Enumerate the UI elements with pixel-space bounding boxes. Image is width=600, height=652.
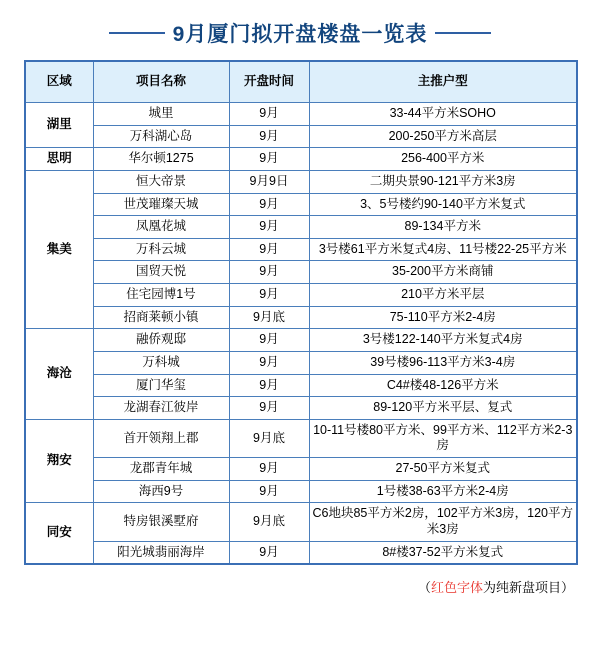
- cell-region: 集美: [25, 170, 93, 328]
- cell-unit-types: 3、5号楼约90-140平方米复式: [309, 193, 577, 216]
- table-row: [25, 374, 577, 397]
- cell-unit-types: C6地块85平方米2房，102平方米3房，120平方米3房: [309, 503, 577, 541]
- cell-project-name: 首开领翔上郡: [93, 419, 229, 457]
- cell-open-date: 9月: [229, 216, 309, 239]
- cell-open-date: 9月: [229, 238, 309, 261]
- cell-open-date: 9月: [229, 541, 309, 564]
- table-row: [25, 351, 577, 374]
- cell-project-name: 世茂璀璨天城: [93, 193, 229, 216]
- title-rule-left: [109, 32, 165, 34]
- table-header-row: [25, 61, 577, 103]
- cell-open-date: 9月底: [229, 503, 309, 541]
- cell-unit-types: 27-50平方米复式: [309, 458, 577, 481]
- footer-note-highlight: 红色字体: [430, 580, 483, 596]
- cell-region: 思明: [25, 148, 93, 171]
- cell-project-name: 招商莱顿小镇: [93, 306, 229, 329]
- cell-project-name: 海西9号: [93, 480, 229, 503]
- cell-project-name: 龙湖春江彼岸: [93, 397, 229, 420]
- footer-note: [0, 565, 600, 596]
- table-body: [25, 103, 577, 565]
- cell-project-name: 国贸天悦: [93, 261, 229, 284]
- cell-region: 海沧: [25, 329, 93, 420]
- cell-unit-types: 3号楼61平方米复式4房、11号楼22-25平方米: [309, 238, 577, 261]
- table-row: [25, 125, 577, 148]
- table-row: [25, 306, 577, 329]
- cell-unit-types: 39号楼96-113平方米3-4房: [309, 351, 577, 374]
- cell-unit-types: 89-134平方米: [309, 216, 577, 239]
- cell-unit-types: C4#楼48-126平方米: [309, 374, 577, 397]
- cell-project-name: 住宅园博1号: [93, 284, 229, 307]
- cell-unit-types: 256-400平方米: [309, 148, 577, 171]
- table-row: [25, 193, 577, 216]
- column-header-project: 项目名称: [93, 61, 229, 103]
- table-row: [25, 458, 577, 481]
- cell-project-name: 万科城: [93, 351, 229, 374]
- cell-open-date: 9月: [229, 193, 309, 216]
- cell-open-date: 9月: [229, 397, 309, 420]
- table-row: [25, 103, 577, 126]
- cell-unit-types: 二期央景90-121平方米3房: [309, 170, 577, 193]
- cell-open-date: 9月底: [229, 306, 309, 329]
- cell-project-name: 万科云城: [93, 238, 229, 261]
- cell-region: 湖里: [25, 103, 93, 148]
- cell-project-name: 融侨观邸: [93, 329, 229, 352]
- cell-unit-types: 200-250平方米高层: [309, 125, 577, 148]
- cell-unit-types: 3号楼122-140平方米复式4房: [309, 329, 577, 352]
- listings-table: [24, 60, 578, 565]
- page-title: 9月厦门拟开盘楼盘一览表: [172, 23, 428, 46]
- cell-region: 同安: [25, 503, 93, 564]
- footer-note-suffix: 为纯新盘项目）: [482, 580, 574, 596]
- cell-unit-types: 10-11号楼80平方米、99平方米、112平方米2-3房: [309, 419, 577, 457]
- table-row: [25, 284, 577, 307]
- table-row: [25, 216, 577, 239]
- column-header-unit: 主推户型: [309, 61, 577, 103]
- cell-open-date: 9月: [229, 329, 309, 352]
- cell-project-name: 特房银溪墅府: [93, 503, 229, 541]
- cell-unit-types: 35-200平方米商铺: [309, 261, 577, 284]
- table-row: [25, 170, 577, 193]
- table-row: [25, 261, 577, 284]
- table-row: [25, 238, 577, 261]
- cell-open-date: 9月: [229, 374, 309, 397]
- cell-open-date: 9月: [229, 125, 309, 148]
- cell-project-name: 凤凰花城: [93, 216, 229, 239]
- cell-open-date: 9月: [229, 261, 309, 284]
- cell-region: 翔安: [25, 419, 93, 503]
- footer-note-prefix: （: [417, 580, 431, 596]
- cell-open-date: 9月底: [229, 419, 309, 457]
- cell-open-date: 9月: [229, 103, 309, 126]
- cell-open-date: 9月: [229, 284, 309, 307]
- cell-project-name: 龙郡青年城: [93, 458, 229, 481]
- cell-unit-types: 75-110平方米2-4房: [309, 306, 577, 329]
- column-header-region: 区域: [25, 61, 93, 103]
- table-row: [25, 419, 577, 457]
- table-row: [25, 148, 577, 171]
- cell-open-date: 9月: [229, 148, 309, 171]
- cell-unit-types: 210平方米平层: [309, 284, 577, 307]
- table-head: [25, 61, 577, 103]
- title-rule-right: [435, 32, 491, 34]
- cell-unit-types: 33-44平方米SOHO: [309, 103, 577, 126]
- table-container: [0, 60, 600, 565]
- table-row: [25, 329, 577, 352]
- table-row: [25, 480, 577, 503]
- cell-open-date: 9月: [229, 458, 309, 481]
- cell-unit-types: 89-120平方米平层、复式: [309, 397, 577, 420]
- cell-project-name: 城里: [93, 103, 229, 126]
- cell-unit-types: 1号楼38-63平方米2-4房: [309, 480, 577, 503]
- cell-project-name: 厦门华玺: [93, 374, 229, 397]
- title-bar: [0, 0, 600, 60]
- cell-open-date: 9月: [229, 351, 309, 374]
- cell-project-name: 万科湖心岛: [93, 125, 229, 148]
- cell-project-name: 阳光城翡丽海岸: [93, 541, 229, 564]
- table-row: [25, 541, 577, 564]
- table-row: [25, 397, 577, 420]
- table-row: [25, 503, 577, 541]
- cell-open-date: 9月9日: [229, 170, 309, 193]
- cell-project-name: 华尔顿1275: [93, 148, 229, 171]
- cell-open-date: 9月: [229, 480, 309, 503]
- cell-unit-types: 8#楼37-52平方米复式: [309, 541, 577, 564]
- cell-project-name: 恒大帝景: [93, 170, 229, 193]
- column-header-date: 开盘时间: [229, 61, 309, 103]
